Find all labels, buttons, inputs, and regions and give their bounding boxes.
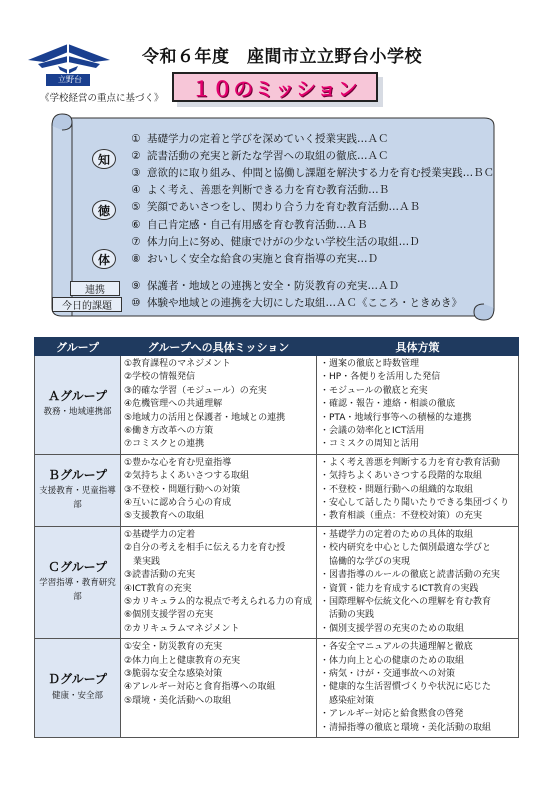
measures-cell: ・週案の徹底と時数管理 ・HP・各便りを活用した発信 ・モジュールの徹底と充実 ・確認・報告・連絡・相談の徹底 ・PTA・地域行事等への積極的な連携 ・会議の効率化とICT活用 ・コミスクの周知と活用 — [317, 356, 519, 455]
header-measures: 具体方策 — [317, 338, 519, 356]
school-logo — [24, 40, 114, 88]
category-tai: 体 — [92, 249, 116, 269]
group-cell: Ａグループ 教務・地域連携部 — [35, 356, 121, 455]
mission-banner: １０のミッション — [172, 72, 378, 102]
category-renkei: 連携 — [70, 281, 120, 296]
mission-item: ⑩ 体験や地域との連携を大切にした取組…ＡＣ《こころ・ときめき》 — [131, 297, 462, 309]
mission-cell: ①豊かな心を育む児童指導 ②気持ちよくあいさつする取組 ③不登校・問題行動への対策 ④互いに認め合う心の育成 ⑤支援教育への取組 — [121, 454, 317, 526]
mission-cell: ①教育課程のマネジメント ②学校の情報発信 ③的確な学習（モジュール）の充実 ④危機管理への共通理解 ⑤地域力の活用と保護者・地域との連携 ⑥働き方改革への方策 ⑦コミスクとの連携 — [121, 356, 317, 455]
table-row — [35, 454, 519, 526]
group-cell: Ｃグループ 学習指導・教育研究部 — [35, 526, 121, 638]
group-cell: Ｂグループ 支援教育・児童指導部 — [35, 454, 121, 526]
measures-cell: ・よく考え善悪を判断する力を育む教育活動 ・気持ちよくあいさつする段階的な取組 ・不登校・問題行動への組織的な取組 ・安心して話したり聞いたりできる集団づくり ・教育相談（重点：不登校対策）の充実 — [317, 454, 519, 526]
group-mission-table — [34, 337, 519, 738]
mission-item: ② 読書活動の充実と新たな学習への取組の徹底…ＡＣ — [131, 150, 389, 162]
category-toku: 徳 — [92, 200, 116, 220]
measures-cell: ・各安全マニュアルの共通理解と徹底 ・体力向上と心の健康のための取組 ・病気・けが・交通事故への対策 ・健康的な生活習慣づくりや状況に応じた 感染症対策 ・アレルギー対応と給食黙食の啓発 ・清掃指導の徹底と環境・美化活動の取組 — [317, 639, 519, 738]
group-cell: Ｄグループ 健康・安全部 — [35, 639, 121, 738]
mission-item: ⑨ 保護者・地域との連携と安全・防災教育の充実…ＡＤ — [131, 280, 399, 292]
header-group: グループ — [35, 338, 121, 356]
mission-cell: ①安全・防災教育の充実 ②体力向上と健康教育の充実 ③脆弱な安全な感染対策 ④アレルギー対応と食育指導への取組 ⑤環境・美化活動への取組 — [121, 639, 317, 738]
category-kyomeki: 今日的課題 — [52, 297, 122, 312]
subtitle: 《学校経営の重点に基づく》 — [40, 93, 164, 104]
category-chi: 知 — [92, 149, 116, 169]
measures-cell: ・基礎学力の定着のための具体的取組 ・校内研究を中心とした個別最適な学びと 協働的な学びの実現 ・図書指導のルールの徹底と読書活動の充実 ・資質・能力を育成するICT教育の実践 ・国際理解や伝統文化への理解を育む教育 活動の実践 ・個別支援学習の充実のための取組 — [317, 526, 519, 638]
table-header-row — [35, 338, 519, 356]
mission-item: ③ 意欲的に取り組み、仲間と協働し課題を解決する力を育む授業実践…ＢＣ — [131, 167, 495, 179]
logo-text: 立野台 — [58, 75, 82, 84]
table-row — [35, 526, 519, 638]
mission-cell: ①基礎学力の定着 ②自分の考えを相手に伝える力を育む授 業実践 ③読書活動の充実 ④ICT教育の充実 ⑤カリキュラム的な視点で考えられる力の育成 ⑥個別支援学習の充実 ⑦カリキュラムマネジメント — [121, 526, 317, 638]
mission-item: ⑧ おいしく安全な給食の実施と食育指導の充実…Ｄ — [131, 253, 378, 265]
mission-item: ⑥ 自己肯定感・自己有用感を育む教育活動…ＡＢ — [131, 219, 368, 231]
table-row — [35, 356, 519, 455]
mission-item: ① 基礎学力の定着と学びを深めていく授業実践…ＡＣ — [131, 133, 389, 145]
school-title: 令和６年度 座間市立立野台小学校 — [142, 47, 422, 67]
mission-item: ⑤ 笑顔であいさつをし、関わり合う力を育む教育活動…ＡＢ — [131, 201, 420, 213]
mission-item: ⑦ 体力向上に努め、健康でけがの少ない学校生活の取組…Ｄ — [131, 236, 420, 248]
table-row — [35, 639, 519, 738]
header-mission: グループへの具体ミッション — [121, 338, 317, 356]
mission-item: ④ よく考え、善悪を判断できる力を育む教育活動…Ｂ — [131, 184, 390, 196]
